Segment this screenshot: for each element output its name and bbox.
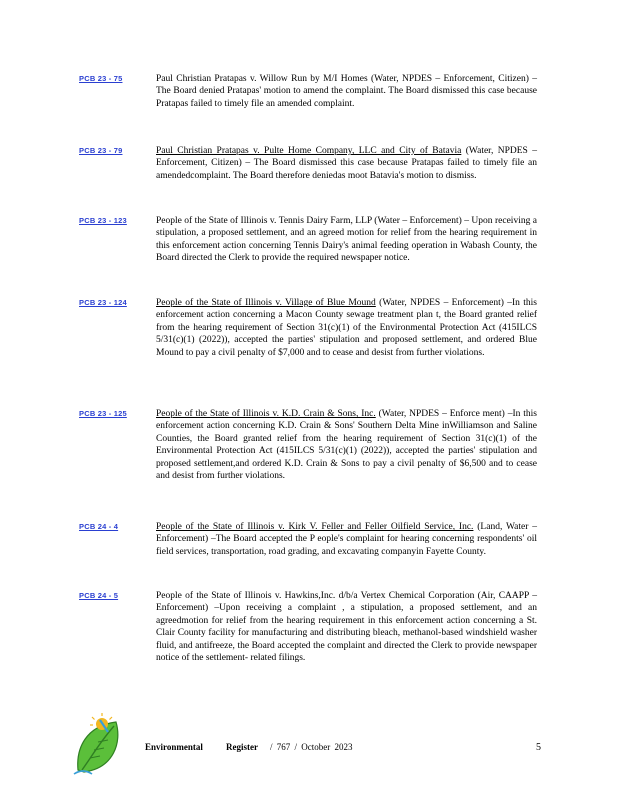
case-text: Paul Christian Pratapas v. Willow Run by M/I Homes (Water, NPDES – Enforcement, Citizen) –The Board denied Pratapas' motion to amend the complaint. The Board dismissed this case because Pratapas failed to timely file an amended complaint. [156, 74, 537, 109]
case-text: People of the State of Illinois v. Hawkins,Inc. d/b/a Vertex Chemical Corporation (Air, CAAPP –Enforcement) –Upon receiving a complaint , a stipulation, a proposed settlement, and an agreedmotion for relief from the hearing requirement in this enforcement action concerning a St. Clair County facility for manufacturing and distributing bleach, methanol-based windshield washer fluid, and antifreeze, the Board accepted the complaint and directed the Clerk to provide newspaper notice of the settlement- related filings. [156, 591, 537, 664]
case-summary [156, 297, 537, 359]
case-number-link[interactable]: PCB 23 - 75 [79, 74, 123, 83]
page-number: 5 [536, 742, 541, 753]
case-number-link[interactable]: PCB 23 - 79 [79, 146, 123, 155]
case-summary [156, 408, 537, 482]
case-summary [156, 73, 537, 110]
footer-issue: / 767 / October 2023 [270, 742, 353, 752]
footer-register: Register [226, 742, 258, 752]
case-summary [156, 590, 537, 664]
case-number-link[interactable]: PCB 23 - 125 [79, 409, 127, 418]
case-number-link[interactable]: PCB 23 - 123 [79, 216, 127, 225]
case-title: People of the State of Illinois v. Kirk V. Feller and Feller Oilfield Service, Inc. [156, 522, 474, 532]
case-title: People of the State of Illinois v. K.D. Crain & Sons, Inc. [156, 409, 376, 419]
leaf-logo-icon [70, 712, 130, 778]
case-text: (Water, NPDES – Enforce ment) –In this enforcement action concerning K.D. Crain & Sons' Southern Delta Mine inWilliamson and Saline Counties, the Board granted relief from the hearing requirement of Section 31(c)(1) of the Environmental Protection Act (415ILCS 5/31(c)(1) (2022)), accepted the parties' stipulation and proposed settlement,and ordered K.D. Crain & Sons to pay a civil penalty of $6,500 and to cease and desist from further violations. [156, 409, 537, 482]
footer-publication: Environmental [145, 742, 203, 752]
case-text: (Water, NPDES – Enforcement) –In this enforcement action concerning a Macon County sewage treatment plan t, the Board granted relief from the hearing requirement of Section 31(c)(1) of the Environmental Protection Act (415ILCS 5/31(c)(1) (2022)), accepted the parties' stipulation and proposed settlement, and ordered Blue Mound to pay a civil penalty of $7,000 and to cease and desist from further violations. [156, 298, 538, 358]
case-summary [156, 521, 537, 558]
case-number-link[interactable]: PCB 24 - 4 [79, 522, 119, 531]
case-summary [156, 215, 537, 265]
case-text: (Water, NPDES – Enforcement, Citizen) – The Board dismissed this case because Pratapas failed to timely file an amendedcomplaint. The Board therefore deniedas moot Batavia's motion to dismiss. [156, 146, 537, 181]
case-text: (Land, Water –Enforcement) –The Board accepted the P eople's complaint for hearing concerning respondents' oil field services, transportation, road grading, and excavating companyin Fayette County. [156, 522, 537, 557]
case-summary [156, 145, 537, 182]
case-number-link[interactable]: PCB 24 - 5 [79, 591, 119, 600]
case-text: People of the State of Illinois v. Tennis Dairy Farm, LLP (Water – Enforcement) – Upon receiving a stipulation, a proposed settlement, and an agreed motion for relief from the hearing requirement in this enforcement action concerning Tennis Dairy's animal feeding operation in Wabash County, the Board directed the Clerk to provide the required newspaper notice. [156, 216, 537, 264]
case-number-link[interactable]: PCB 23 - 124 [79, 298, 127, 307]
case-title: People of the State of Illinois v. Village of Blue Mound [156, 298, 376, 308]
case-title: Paul Christian Pratapas v. Pulte Home Company, LLC and City of Batavia [156, 146, 462, 156]
